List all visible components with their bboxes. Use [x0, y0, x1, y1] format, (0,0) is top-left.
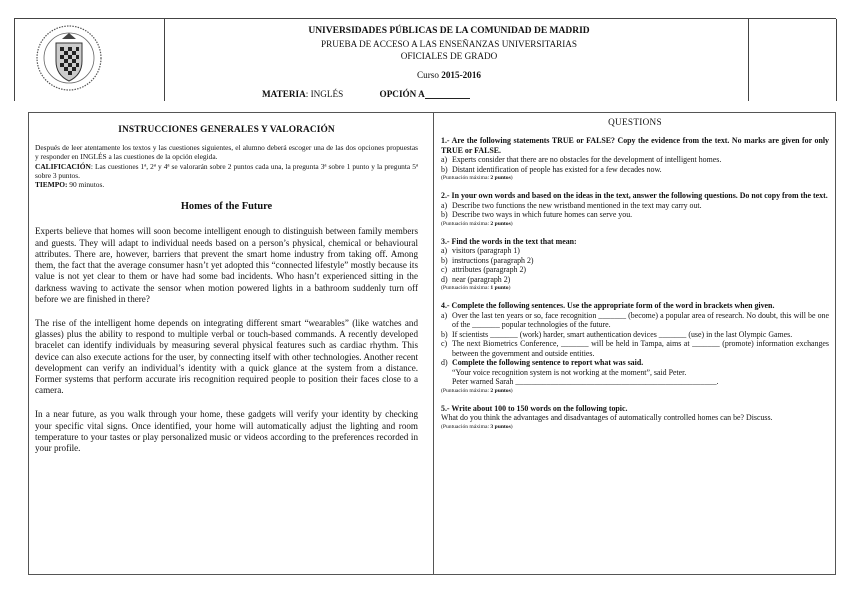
question-item: a) Experts consider that there are no obstacles for the development of intelligent homes. [441, 155, 722, 164]
question-1 [441, 136, 829, 182]
reading-paragraph-2: The rise of the intelligent home depends on integrating different smart “wearables” (like watches and glasses) plus the ability to respond to multiple verbal or touch-based commands. A recently developed bracelet can identify individuals by measuring several physical features such as cardiac rhythm. This device can also execute actions for the user, by connecting itself with other technologies. Another recent development can verify an individual’s identity with a quick glance at the system from a distance. Former systems that perform accurate iris recognition required people to position their faces close to a camera. [35, 317, 418, 396]
max-score: (Puntuación máxima: 2 puntos) [441, 387, 513, 394]
header-border-right [748, 19, 749, 101]
university-seal-icon [34, 23, 104, 93]
question-heading: 1.- Are the following statements TRUE or FALSE? Copy the evidence from the text. No marks are given for only TRUE or FALSE. [441, 136, 829, 155]
instructions-title: INSTRUCCIONES GENERALES Y VALORACIÓN [118, 125, 335, 135]
question-item: d) Complete the following sentence to report what was said. [441, 358, 644, 367]
right-column [441, 113, 829, 431]
question-item: a) Over the last ten years or so, face recognition _______ (become) a popular area of research. No doubt, this will be one of the _______ popular technologies of the future. [441, 310, 829, 329]
question-item: b) Distant identification of people has existed for a few decades now. [441, 164, 662, 174]
question-3 [441, 237, 829, 293]
question-item: b) Describe two ways in which future homes can serve you. [441, 210, 633, 219]
question-item: c) attributes (paragraph 2) [441, 265, 527, 274]
question-item: b) instructions (paragraph 2) [441, 255, 534, 265]
max-score: (Puntuación máxima: 2 puntos) [441, 175, 513, 181]
question-heading: 4.- Complete the following sentences. Use the appropriate form of the word in brackets when given. [441, 301, 775, 310]
reported-speech-quote: “Your voice recognition system is not working at the moment”, said Peter. [452, 367, 687, 377]
question-item: b) If scientists _______ (work) harder, smart authentication devices _______ (use) in the last Olympic Games. [441, 329, 793, 339]
question-heading: 2.- In your own words and based on the ideas in the text, answer the following questions. Do not copy from the text. [441, 191, 828, 200]
question-heading: 5.- Write about 100 to 150 words on the following topic. [441, 403, 628, 413]
subject-line: MATERIA: INGLÉS OPCIÓN A [262, 89, 470, 99]
question-item: d) near (paragraph 2) [441, 274, 511, 284]
questions-title: QUESTIONS [608, 117, 662, 127]
question-item: c) The next Biometrics Conference, _______ will be held in Tampa, aims at _______ (promote) information exchanges between the government and outside entities. [441, 339, 829, 358]
option-label: OPCIÓN A [379, 89, 425, 99]
academic-year: Curso 2015-2016 [416, 69, 482, 80]
exam-body [28, 112, 836, 575]
header-border-end [836, 19, 837, 101]
max-score: (Puntuación máxima: 2 puntos) [441, 220, 513, 227]
question-2 [441, 191, 829, 228]
question-4 [441, 301, 829, 395]
exam-name: PRUEBA DE ACCESO A LAS ENSEÑANZAS UNIVERSITARIAS [320, 38, 578, 49]
exam-header [14, 18, 836, 101]
question-heading: 3.- Find the words in the text that mean: [441, 236, 577, 246]
question-5 [441, 404, 829, 431]
essay-topic: What do you think the advantages and disadvantages of automatically controlled homes can be? Discuss. [441, 413, 773, 422]
reported-speech-prompt: Peter warned Sarah ___________________________________________________. [452, 377, 719, 386]
instructions-text: Después de leer atentamente los textos y las cuestiones siguientes, el alumno deberá escoger una de las dos opciones propuestas y responder en INGLÉS a las cuestiones de la opción elegida. CALIFICACIÓN: Las cuestiones 1ª, 2ª y 4ª se valorarán sobre 2 puntos cada una, la pregunta 3ª sobre 1 punto y la pregunta 5ª sobre 3 puntos. TIEMPO: 90 minutos. [35, 143, 418, 190]
header-border-logo [164, 19, 165, 101]
question-item: a) visitors (paragraph 1) [441, 246, 520, 255]
university-name: UNIVERSIDADES PÚBLICAS DE LA COMUNIDAD DE MADRID [308, 26, 590, 36]
exam-subname: OFICIALES DE GRADO [400, 51, 498, 61]
question-item: a) Describe two functions the new wristband mentioned in the text may carry out. [441, 200, 702, 210]
header-titles [179, 25, 719, 81]
max-score: (Puntuación máxima: 3 puntos) [441, 423, 513, 430]
header-border-left [14, 19, 15, 101]
reading-paragraph-1: Experts believe that homes will soon become intelligent enough to distinguish between family members and guests. They will adapt to individual needs based on a person’s physical, chemical or behavioural attributes. There are, however, barriers that prevent the smart home industry from taking off. Among them, the fact that the average consumer hasn’t yet adopted this “connected lifestyle” mostly because its value is not yet clear to them or have had some bad incidents. Who hasn’t experienced sitting in the darkness waving to activate the sensor when motion powered lights in a bathroom suddenly turn off before we are finished in there? [35, 226, 418, 304]
column-divider [433, 113, 434, 574]
max-score: (Puntuación máxima: 1 punto) [441, 285, 511, 291]
reading-title: Homes of the Future [180, 201, 273, 213]
left-column [35, 113, 418, 454]
reading-paragraph-3: In a near future, as you walk through your home, these gadgets will verify your identity by checking your specific vital signs. Once identified, your home will automatically adjust the lighting and room temperature to your tastes or play personalized music or videos according to the preferences recorded in your profile. [35, 409, 418, 453]
